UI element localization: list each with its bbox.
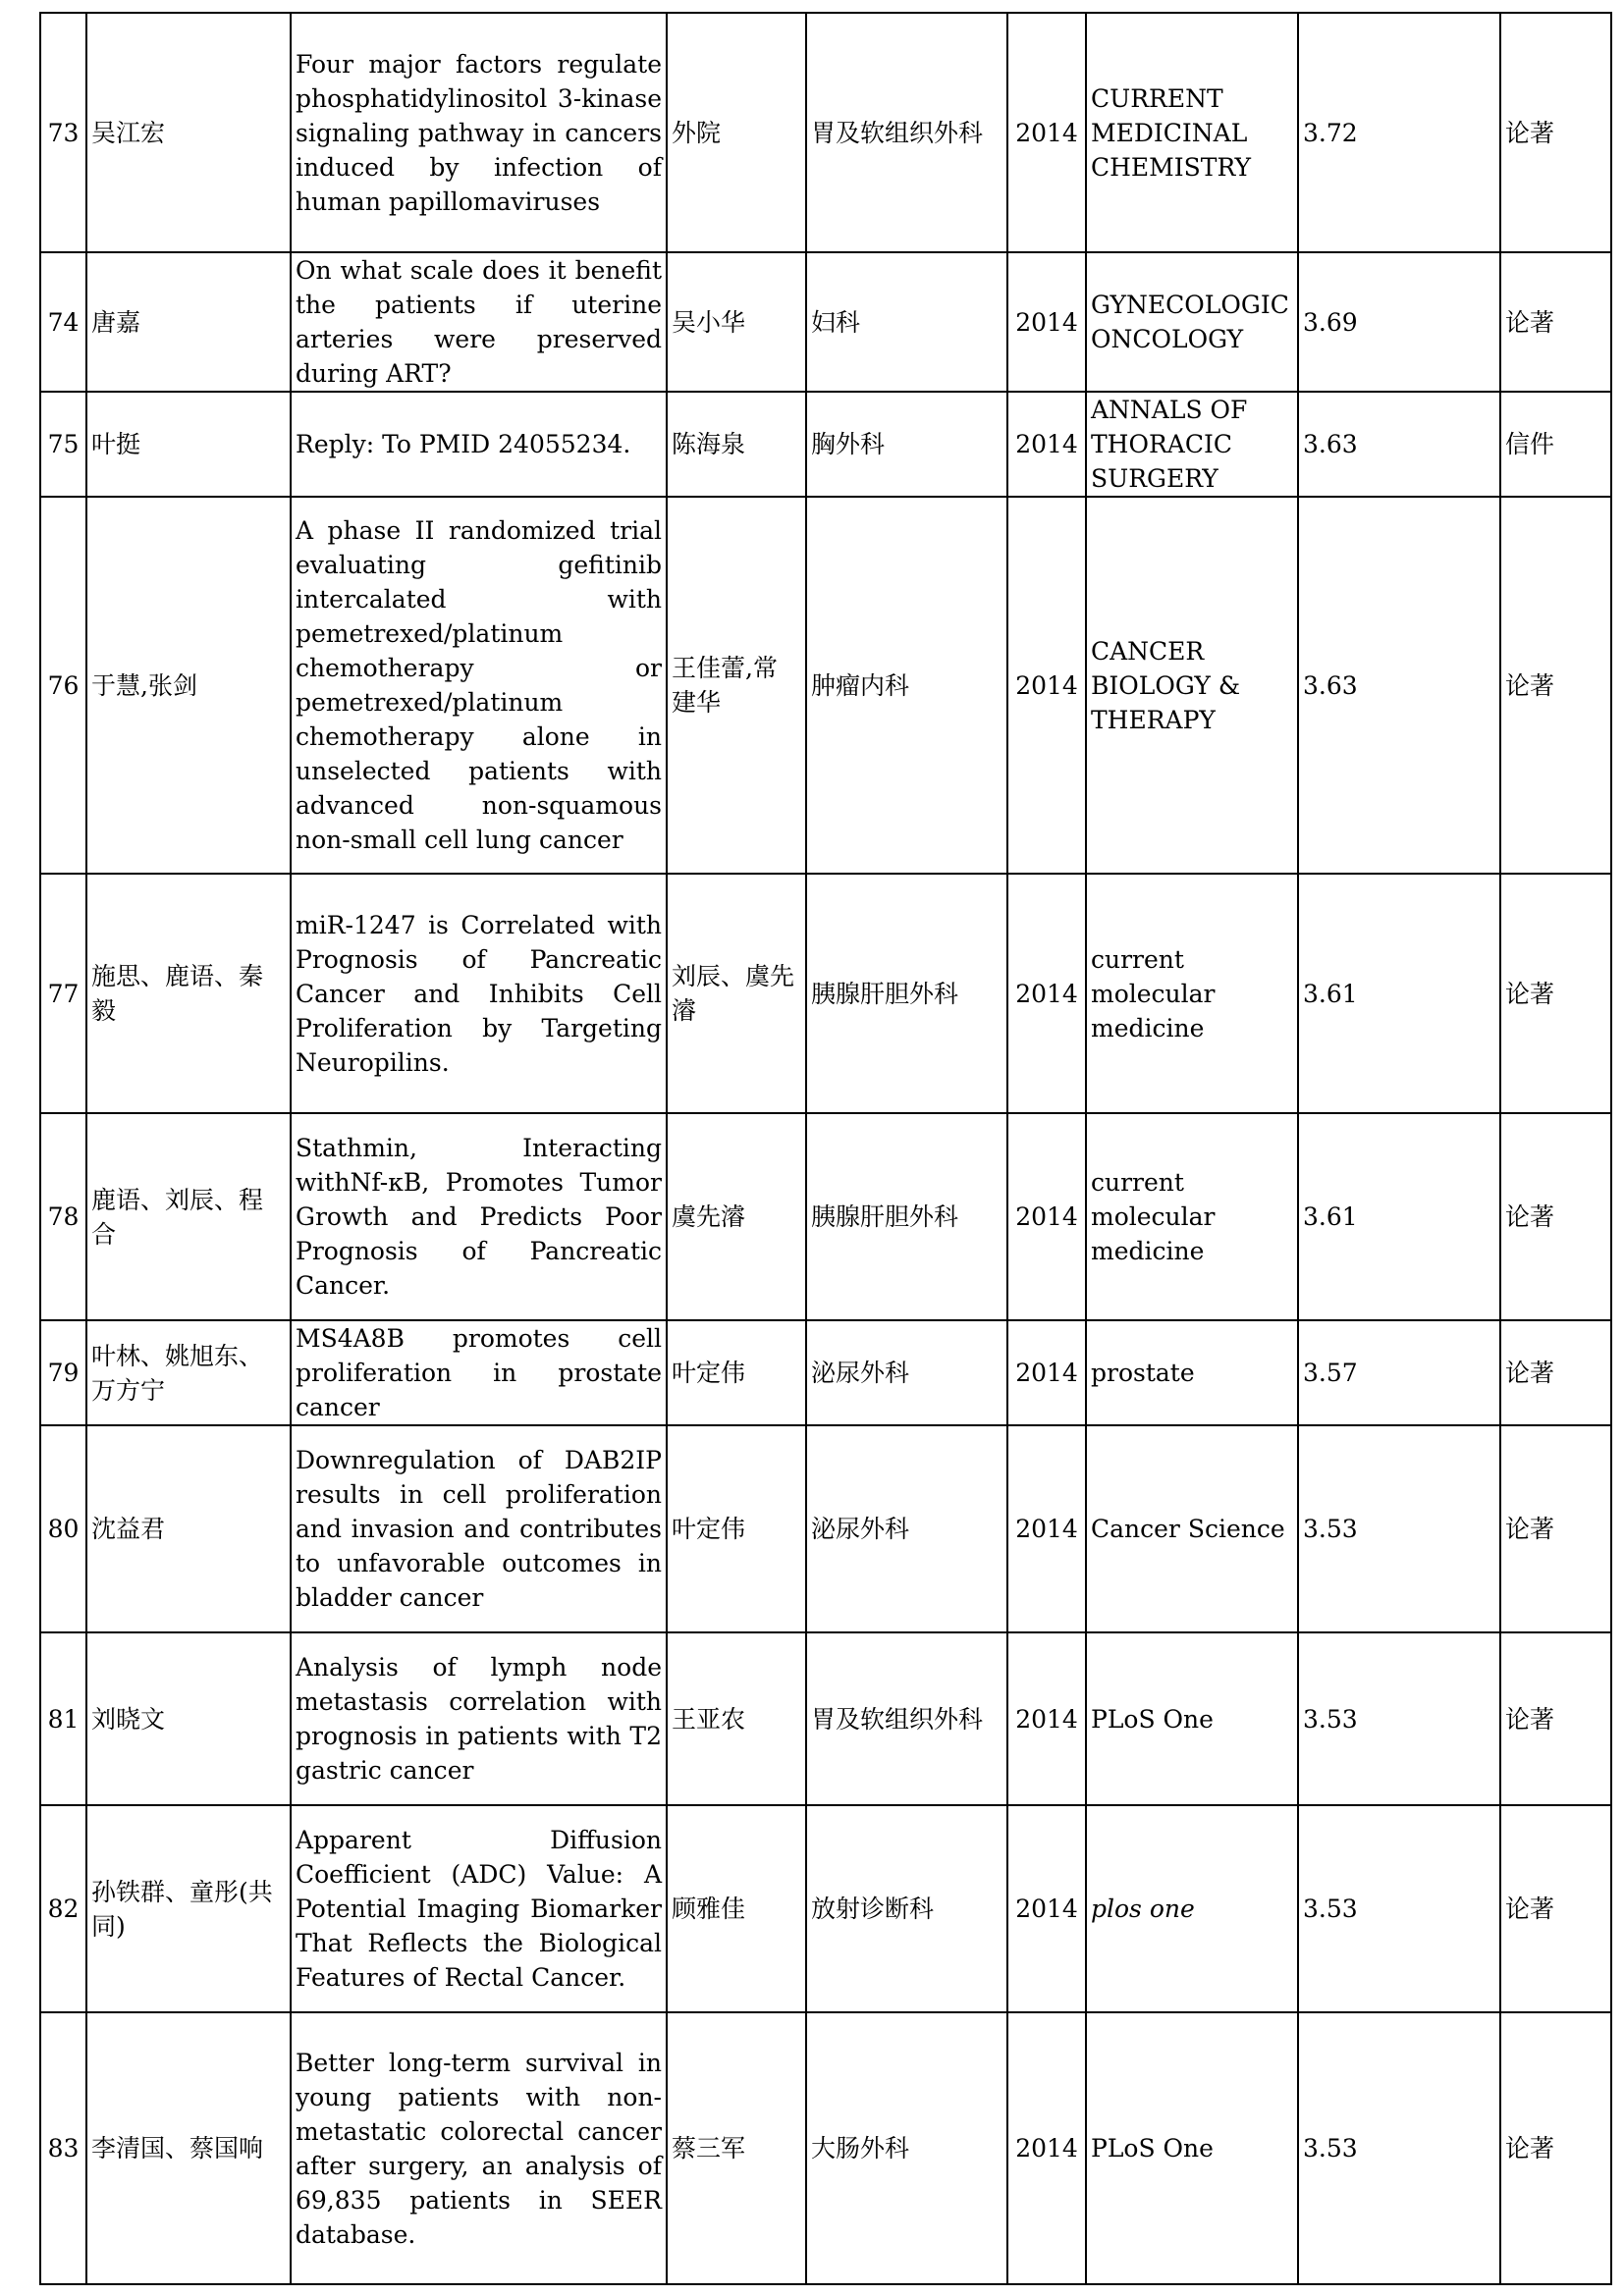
row-number: 76 [40,497,86,874]
publication-table [39,12,1612,2285]
author-names: 鹿语、刘辰、程合 [86,1113,291,1320]
table-row [40,392,1611,497]
article-type: 论著 [1500,874,1611,1113]
author-names: 吴江宏 [86,13,291,252]
journal-name: current molecular medicine [1086,1113,1298,1320]
article-type: 论著 [1500,1632,1611,1805]
paper-title: Four major factors regulate phosphatidylinositol 3-kinase signaling pathway in cancers induced by infection of human papillomaviruses [291,13,667,252]
publication-year: 2014 [1007,1632,1086,1805]
journal-name: ANNALS OF THORACIC SURGERY [1086,392,1298,497]
row-number: 81 [40,1632,86,1805]
row-number: 73 [40,13,86,252]
department: 胸外科 [806,392,1007,497]
author-names: 叶林、姚旭东、万方宁 [86,1320,291,1425]
publication-year: 2014 [1007,874,1086,1113]
row-number: 83 [40,2012,86,2284]
author-names: 孙铁群、童彤(共同) [86,1805,291,2012]
article-type: 论著 [1500,1113,1611,1320]
impact-factor: 3.61 [1298,874,1500,1113]
corresponding-author: 叶定伟 [667,1320,806,1425]
row-number: 78 [40,1113,86,1320]
corresponding-author: 陈海泉 [667,392,806,497]
corresponding-author: 王佳蕾,常建华 [667,497,806,874]
publication-year: 2014 [1007,392,1086,497]
article-type: 论著 [1500,2012,1611,2284]
department: 大肠外科 [806,2012,1007,2284]
corresponding-author: 王亚农 [667,1632,806,1805]
table-row [40,252,1611,392]
impact-factor: 3.53 [1298,1805,1500,2012]
paper-title: Downregulation of DAB2IP results in cell proliferation and invasion and contributes to unfavorable outcomes in bladder cancer [291,1425,667,1632]
table-row [40,2012,1611,2284]
impact-factor: 3.63 [1298,392,1500,497]
paper-title: Analysis of lymph node metastasis correlation with prognosis in patients with T2 gastric cancer [291,1632,667,1805]
article-type: 信件 [1500,392,1611,497]
table-row [40,497,1611,874]
corresponding-author: 吴小华 [667,252,806,392]
article-type: 论著 [1500,1805,1611,2012]
publication-year: 2014 [1007,2012,1086,2284]
journal-name: prostate [1086,1320,1298,1425]
department: 妇科 [806,252,1007,392]
corresponding-author: 叶定伟 [667,1425,806,1632]
department: 放射诊断科 [806,1805,1007,2012]
department: 胰腺肝胆外科 [806,1113,1007,1320]
author-names: 叶挺 [86,392,291,497]
article-type: 论著 [1500,13,1611,252]
table-row [40,874,1611,1113]
journal-name: Cancer Science [1086,1425,1298,1632]
article-type: 论著 [1500,1425,1611,1632]
department: 肿瘤内科 [806,497,1007,874]
paper-title: A phase II randomized trial evaluating gefitinib intercalated with pemetrexed/platinum chemotherapy or pemetrexed/platinum chemotherapy alone in unselected patients with advanced non-squamous non-small cell lung cancer [291,497,667,874]
table-row [40,1425,1611,1632]
publication-year: 2014 [1007,1425,1086,1632]
impact-factor: 3.72 [1298,13,1500,252]
paper-title: On what scale does it benefit the patients if uterine arteries were preserved during ART? [291,252,667,392]
journal-name: CANCER BIOLOGY & THERAPY [1086,497,1298,874]
journal-name: PLoS One [1086,1632,1298,1805]
publication-year: 2014 [1007,1805,1086,2012]
paper-title: miR-1247 is Correlated with Prognosis of Pancreatic Cancer and Inhibits Cell Proliferation by Targeting Neuropilins. [291,874,667,1113]
publication-year: 2014 [1007,1320,1086,1425]
impact-factor: 3.53 [1298,1632,1500,1805]
department: 泌尿外科 [806,1425,1007,1632]
journal-name: plos one [1086,1805,1298,2012]
row-number: 75 [40,392,86,497]
impact-factor: 3.69 [1298,252,1500,392]
author-names: 刘晓文 [86,1632,291,1805]
publication-year: 2014 [1007,252,1086,392]
publication-year: 2014 [1007,1113,1086,1320]
table-row [40,1632,1611,1805]
paper-title: MS4A8B promotes cell proliferation in prostate cancer [291,1320,667,1425]
author-names: 于慧,张剑 [86,497,291,874]
table-row [40,1805,1611,2012]
paper-title: Stathmin, Interacting withNf-κB, Promotes Tumor Growth and Predicts Poor Prognosis of Pancreatic Cancer. [291,1113,667,1320]
department: 胰腺肝胆外科 [806,874,1007,1113]
journal-name: CURRENT MEDICINAL CHEMISTRY [1086,13,1298,252]
paper-title: Apparent Diffusion Coefficient (ADC) Value: A Potential Imaging Biomarker That Reflects the Biological Features of Rectal Cancer. [291,1805,667,2012]
table-row [40,1113,1611,1320]
row-number: 79 [40,1320,86,1425]
impact-factor: 3.63 [1298,497,1500,874]
article-type: 论著 [1500,252,1611,392]
author-names: 沈益君 [86,1425,291,1632]
department: 泌尿外科 [806,1320,1007,1425]
row-number: 77 [40,874,86,1113]
paper-title: Better long-term survival in young patients with non-metastatic colorectal cancer after surgery, an analysis of 69,835 patients in SEER database. [291,2012,667,2284]
department: 胃及软组织外科 [806,1632,1007,1805]
impact-factor: 3.53 [1298,2012,1500,2284]
table-row [40,1320,1611,1425]
article-type: 论著 [1500,497,1611,874]
paper-title: Reply: To PMID 24055234. [291,392,667,497]
table-body [40,13,1611,2284]
row-number: 74 [40,252,86,392]
publication-year: 2014 [1007,13,1086,252]
author-names: 施思、鹿语、秦毅 [86,874,291,1113]
corresponding-author: 蔡三军 [667,2012,806,2284]
author-names: 唐嘉 [86,252,291,392]
table-row [40,13,1611,252]
corresponding-author: 刘辰、虞先濬 [667,874,806,1113]
journal-name: current molecular medicine [1086,874,1298,1113]
corresponding-author: 顾雅佳 [667,1805,806,2012]
impact-factor: 3.57 [1298,1320,1500,1425]
impact-factor: 3.61 [1298,1113,1500,1320]
impact-factor: 3.53 [1298,1425,1500,1632]
corresponding-author: 外院 [667,13,806,252]
author-names: 李清国、蔡国响 [86,2012,291,2284]
corresponding-author: 虞先濬 [667,1113,806,1320]
row-number: 82 [40,1805,86,2012]
publication-year: 2014 [1007,497,1086,874]
row-number: 80 [40,1425,86,1632]
journal-name: PLoS One [1086,2012,1298,2284]
journal-name: GYNECOLOGIC ONCOLOGY [1086,252,1298,392]
department: 胃及软组织外科 [806,13,1007,252]
article-type: 论著 [1500,1320,1611,1425]
